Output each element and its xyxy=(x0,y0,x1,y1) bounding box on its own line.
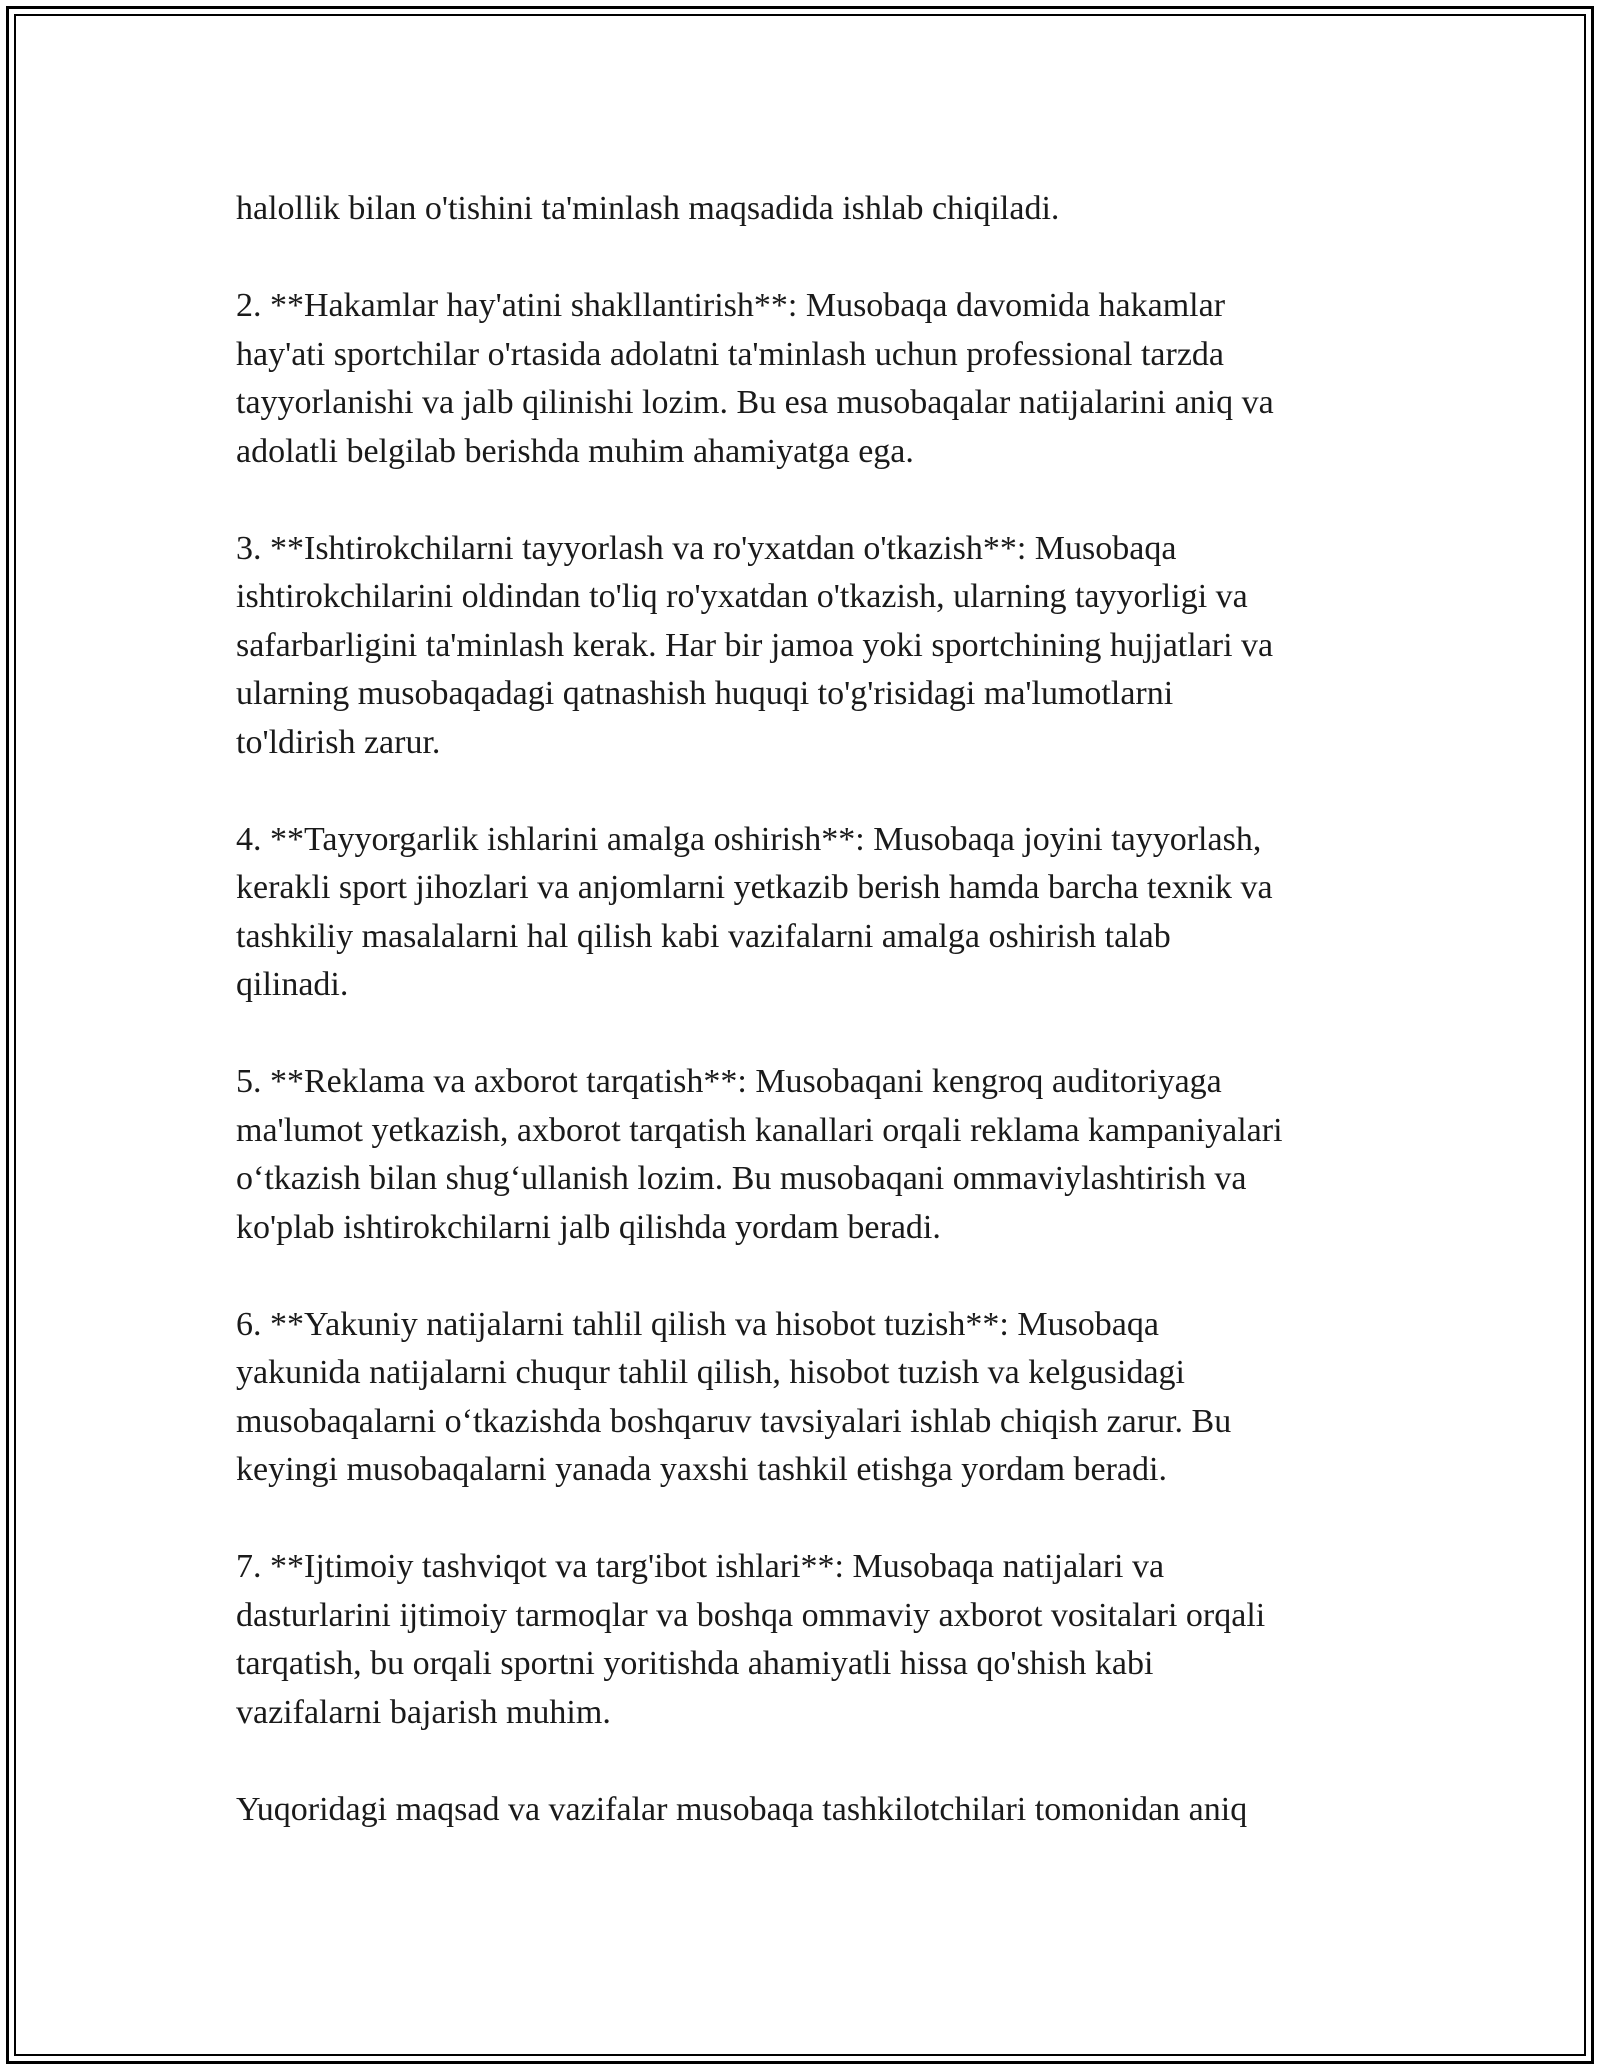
paragraph-conclusion: Yuqoridagi maqsad va vazifalar musobaqa tashkilotchilari tomonidan aniq xyxy=(236,1790,1248,1828)
paragraph-continuation: halollik bilan o'tishini ta'minlash maqsadida ishlab chiqiladi. xyxy=(236,190,1060,227)
document-body xyxy=(236,185,1386,1834)
paragraph-item-5: 5. **Reklama va axborot tarqatish**: Musobaqani kengroq auditoriyaga ma'lumot yetkazish, axborot tarqatish kanallari orqali reklama kampaniyalari o‘tkazish bilan shug‘ullanish lozim. Bu musobaqani ommaviylashtirish va ko'plab ishtirokchilarni jalb qilishda yordam beradi. xyxy=(236,1063,1283,1246)
paragraph-item-7: 7. **Ijtimoiy tashviqot va targ'ibot ishlari**: Musobaqa natijalari va dasturlarini ijtimoiy tarmoqlar va boshqa ommaviy axborot vositalari orqali tarqatish, bu orqali sportni yoritishda ahamiyatli hissa qo'shish kabi vazifalarni bajarish muhim. xyxy=(236,1548,1266,1731)
paragraph-item-2: 2. **Hakamlar hay'atini shakllantirish**: Musobaqa davomida hakamlar hay'ati sportchilar o'rtasida adolatni ta'minlash uchun professional tarzda tayyorlanishi va jalb qilinishi lozim. Bu esa musobaqalar natijalarini aniq va adolatli belgilab berishda muhim ahamiyatga ega. xyxy=(236,287,1274,470)
paragraph-item-3: 3. **Ishtirokchilarni tayyorlash va ro'yxatdan o'tkazish**: Musobaqa ishtirokchilarini oldindan to'liq ro'yxatdan o'tkazish, ularning tayyorligi va safarbarligini ta'minlash kerak. Har bir jamoa yoki sportchining hujjatlari va ularning musobaqadagi qatnashish huquqi to'g'risidagi ma'lumotlarni to'ldirish zarur. xyxy=(236,529,1274,761)
paragraph-item-4: 4. **Tayyorgarlik ishlarini amalga oshirish**: Musobaqa joyini tayyorlash, kerakli sport jihozlari va anjomlarni yetkazib berish hamda barcha texnik va tashkiliy masalalarni hal qilish kabi vazifalarni amalga oshirish talab qilinadi. xyxy=(236,820,1273,1003)
paragraph-item-6: 6. **Yakuniy natijalarni tahlil qilish va hisobot tuzish**: Musobaqa yakunida natijalarni chuqur tahlil qilish, hisobot tuzish va kelgusidagi musobaqalarni o‘tkazishda boshqaruv tavsiyalari ishlab chiqish zarur. Bu keyingi musobaqalarni yanada yaxshi tashkil etishga yordam beradi. xyxy=(236,1305,1232,1488)
